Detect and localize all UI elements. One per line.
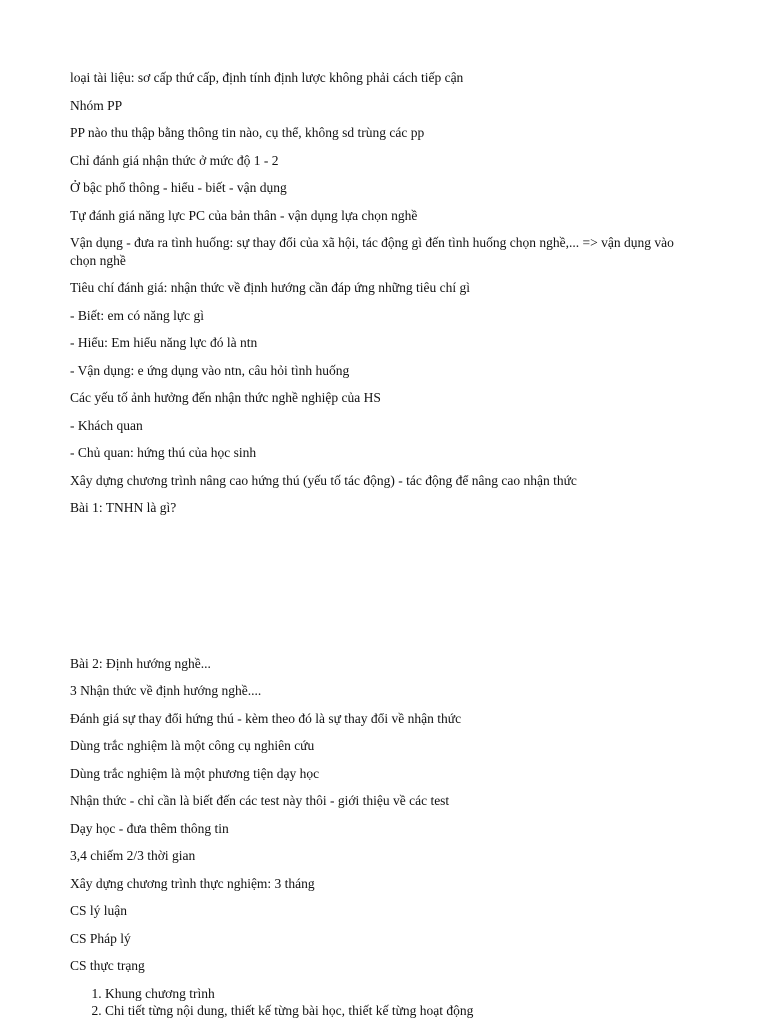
paragraph: CS lý luận bbox=[70, 903, 128, 918]
paragraph: Tiêu chí đánh giá: nhận thức về định hướng cần đáp ứng những tiêu chí gì bbox=[70, 280, 470, 295]
paragraph: CS thực trạng bbox=[70, 958, 145, 973]
paragraph: Xây dựng chương trình thực nghiệm: 3 tháng bbox=[70, 875, 315, 891]
numbered-list bbox=[70, 985, 690, 1020]
document-body bbox=[70, 69, 690, 1020]
blank-space bbox=[70, 527, 690, 655]
paragraph: Bài 1: TNHN là gì? bbox=[70, 500, 177, 515]
paragraph: loại tài liệu: sơ cấp thứ cấp, định tính định lược không phải cách tiếp cận bbox=[70, 70, 464, 85]
paragraph: Tự đánh giá năng lực PC của bản thân - vận dụng lựa chọn nghề bbox=[70, 207, 418, 223]
paragraph: Đánh giá sự thay đổi hứng thú - kèm theo đó là sự thay đổi về nhận thức bbox=[70, 710, 462, 726]
paragraph: - Vận dụng: e ứng dụng vào ntn, câu hỏi tình huống bbox=[70, 362, 350, 378]
paragraph: Xây dựng chương trình nâng cao hứng thú (yếu tố tác động) - tác động để nâng cao nhận thức bbox=[70, 472, 577, 488]
list-item: 2. Chi tiết từng nội dung, thiết kế từng bài học, thiết kế từng hoạt động bbox=[105, 1002, 690, 1020]
paragraph: - Biết: em có năng lực gì bbox=[70, 307, 205, 323]
paragraph: Các yếu tố ảnh hưởng đến nhận thức nghề nghiệp của HS bbox=[70, 390, 381, 405]
paragraph: - Chủ quan: hứng thú của học sinh bbox=[70, 445, 257, 460]
paragraph: Dùng trắc nghiệm là một công cụ nghiên cứu bbox=[70, 738, 315, 753]
paragraph: Dạy học - đưa thêm thông tin bbox=[70, 820, 229, 836]
paragraph: Nhận thức - chỉ cần là biết đến các test này thôi - giới thiệu về các test bbox=[70, 793, 450, 808]
paragraph: - Khách quan bbox=[70, 417, 143, 433]
list-item: 1. Khung chương trình bbox=[105, 985, 690, 1003]
paragraph: Chỉ đánh giá nhận thức ở mức độ 1 - 2 bbox=[70, 152, 279, 168]
paragraph: Bài 2: Định hướng nghề... bbox=[70, 655, 211, 671]
paragraph: Ở bậc phổ thông - hiểu - biết - vận dụng bbox=[70, 180, 287, 195]
paragraph: Vận dụng - đưa ra tình huống: sự thay đổi của xã hội, tác động gì đến tình huống chọn nghề,... => vận dụng vào chọn nghề bbox=[70, 235, 674, 268]
paragraph: Nhóm PP bbox=[70, 97, 123, 113]
paragraph: 3 Nhận thức về định hướng nghề.... bbox=[70, 683, 262, 698]
paragraph: - Hiểu: Em hiểu năng lực đó là ntn bbox=[70, 335, 258, 350]
paragraph: CS Pháp lý bbox=[70, 930, 131, 946]
paragraph: Dùng trắc nghiệm là một phương tiện dạy học bbox=[70, 765, 320, 781]
paragraph: PP nào thu thập bằng thông tin nào, cụ thể, không sd trùng các pp bbox=[70, 125, 425, 140]
paragraph: 3,4 chiếm 2/3 thời gian bbox=[70, 848, 196, 863]
